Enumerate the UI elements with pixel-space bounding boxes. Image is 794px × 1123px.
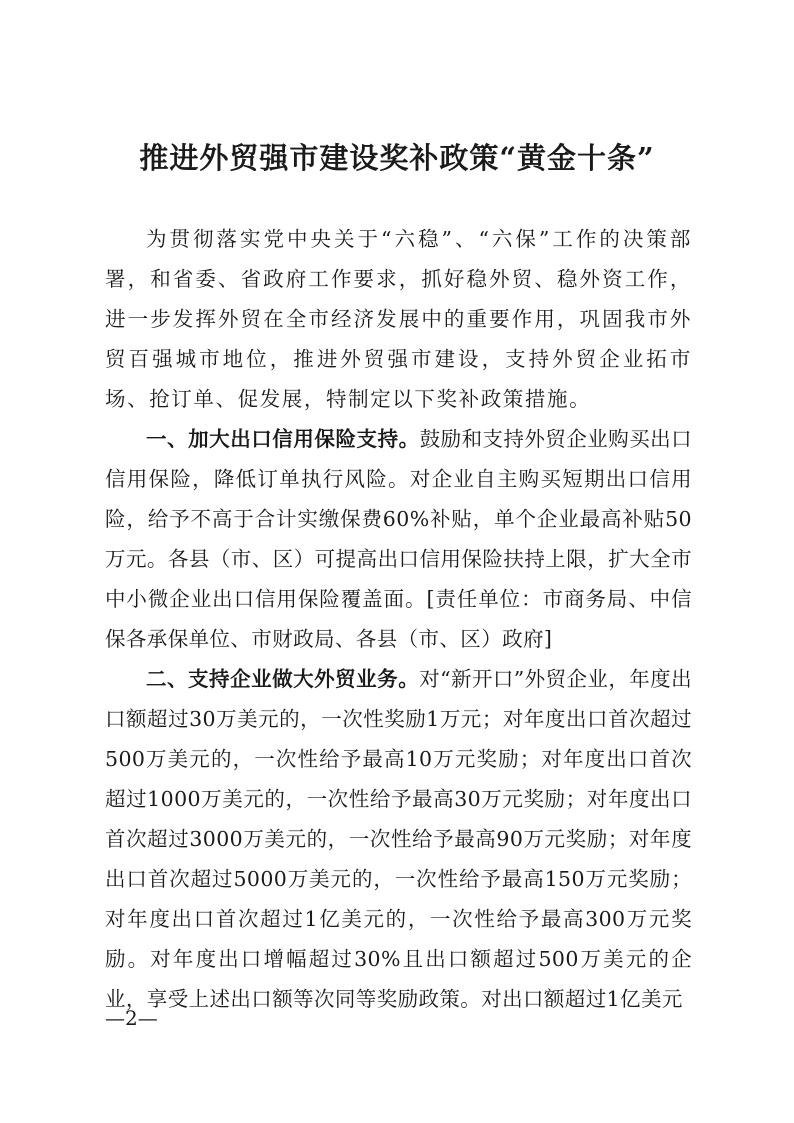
document-body [105, 219, 692, 1019]
section-text-1: 鼓励和支持外贸企业购买出口信用保险，降低订单执行风险。对企业自主购买短期出口信用险，给予不高于合计实缴保费60%补贴，单个企业最高补贴50万元。各县（市、区）可提高出口信用保险扶持上限，扩大全市中小微企业出口信用保险覆盖面。[责任单位：市商务局、中信保各承保单位、市财政局、各县（市、区）政府] [105, 427, 693, 651]
page-number: —2— [105, 1006, 158, 1030]
section-paragraph-2 [105, 659, 692, 1019]
section-text-2: 对“新开口”外贸企业，年度出口额超过30万美元的，一次性奖励1万元；对年度出口首次超过500万美元的，一次性给予最高10万元奖励；对年度出口首次超过1000万美元的，一次性给予最高30万元奖励；对年度出口首次超过3000万美元的，一次性给予最高90万元奖励；对年度出口首次超过5000万美元的，一次性给予最高150万元奖励；对年度出口首次超过1亿美元的，一次性给予最高300万元奖励。对年度出口增幅超过30%且出口额超过500万美元的企业，享受上述出口额等次同等奖励政策。对出口额超过1亿美元 [105, 667, 692, 1011]
section-paragraph-1 [105, 419, 692, 659]
intro-paragraph: 为贯彻落实党中央关于“六稳”、“六保”工作的决策部署，和省委、省政府工作要求，抓好稳外贸、稳外资工作，进一步发挥外贸在全市经济发展中的重要作用，巩固我市外贸百强城市地位，推进外贸强市建设，支持外贸企业拓市场、抢订单、促发展，特制定以下奖补政策措施。 [105, 227, 692, 411]
document-title: 推进外贸强市建设奖补政策“黄金十条” [139, 141, 655, 175]
section-heading-2: 二、支持企业做大外贸业务。 [146, 667, 420, 691]
section-heading-1: 一、加大出口信用保险支持。 [146, 427, 420, 451]
